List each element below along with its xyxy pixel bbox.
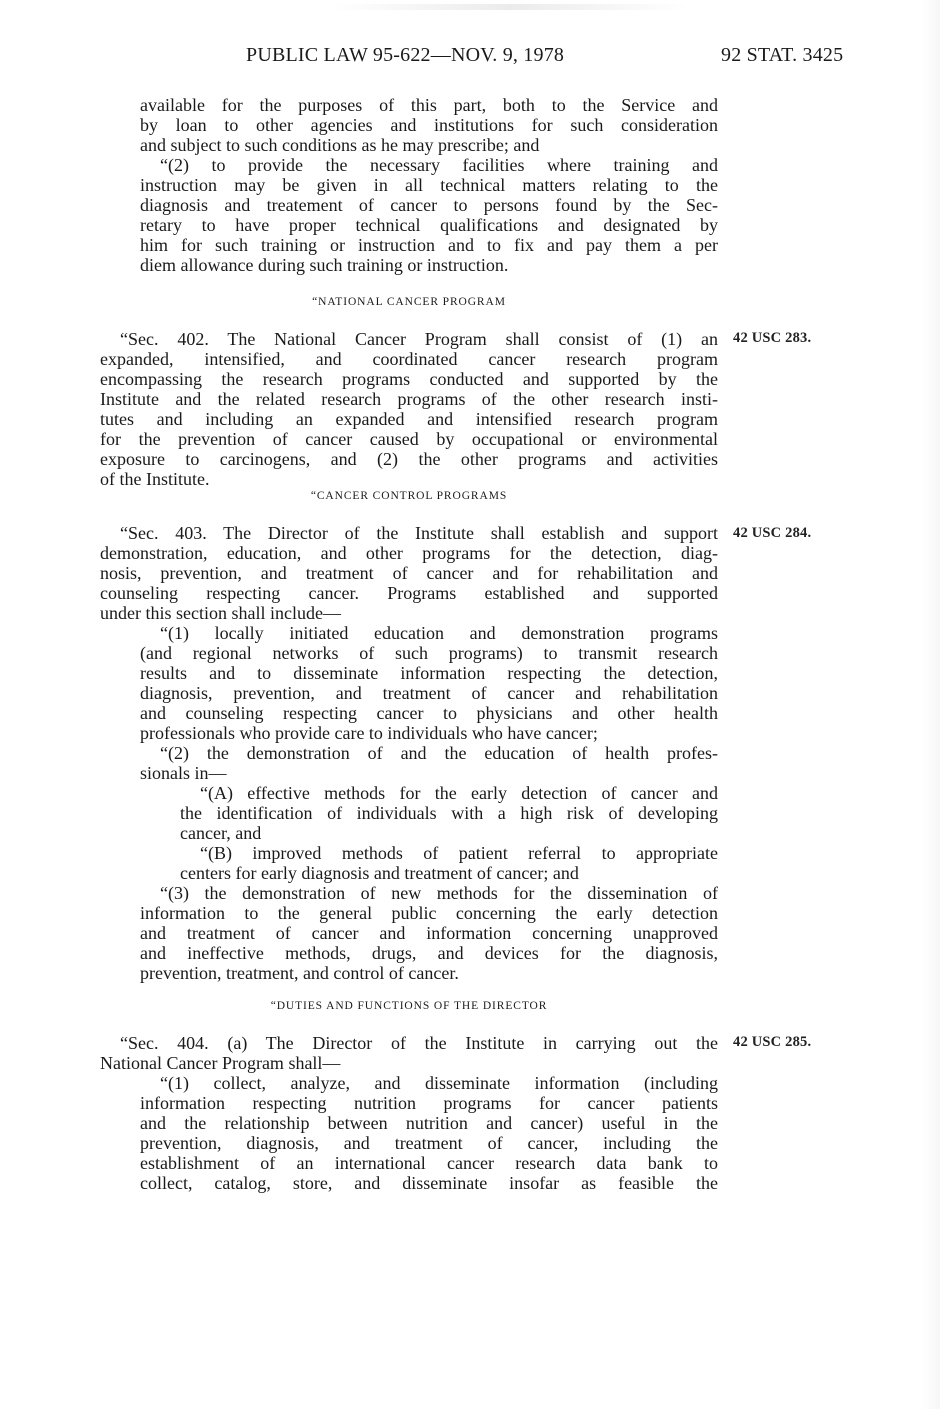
text-line: expanded, intensified, and coordinated cancer research program — [100, 349, 718, 369]
section-heading: “CANCER CONTROL PROGRAMS — [310, 490, 508, 502]
text-line: by loan to other agencies and institutions for such consideration — [140, 115, 718, 135]
text-line: “(1) locally initiated education and demonstration programs — [160, 623, 718, 643]
text-line: for the prevention of cancer caused by occupational or environmental — [100, 429, 718, 449]
text-line: tutes and including an expanded and intensified research program — [100, 409, 718, 429]
text-line: “(3) the demonstration of new methods for the dissemination of — [160, 883, 718, 903]
text-line: “(A) effective methods for the early detection of cancer and — [200, 783, 718, 803]
text-line: exposure to carcinogens, and (2) the other programs and activities — [100, 449, 718, 469]
text-line: establishment of an international cancer research data bank to — [140, 1153, 718, 1173]
text-line: available for the purposes of this part, both to the Service and — [140, 95, 718, 115]
text-line: information respecting nutrition programs for cancer patients — [140, 1093, 718, 1113]
margin-citation: 42 USC 285. — [733, 1034, 812, 1050]
section-404 — [100, 1033, 718, 1193]
text-line: diem allowance during such training or instruction. — [140, 255, 509, 275]
law-title: PUBLIC LAW 95-622—NOV. 9, 1978 — [246, 44, 565, 66]
text-line: and counseling respecting cancer to physicians and other health — [140, 703, 718, 723]
text-line: prevention, diagnosis, and treatment of cancer, including the — [140, 1133, 718, 1153]
text-line: the identification of individuals with a high risk of developing — [180, 803, 718, 823]
text-line: “Sec. 404. (a) The Director of the Institute in carrying out the — [120, 1033, 718, 1053]
text-line: under this section shall include— — [100, 603, 341, 623]
text-line: results and to disseminate information respecting the detection, — [140, 663, 718, 683]
text-line: and subject to such conditions as he may prescribe; and — [140, 135, 540, 155]
statute-citation: 92 STAT. 3425 — [721, 44, 844, 66]
text-line: sionals in— — [140, 763, 227, 783]
section-heading: “NATIONAL CANCER PROGRAM — [312, 296, 506, 308]
text-line: and ineffective methods, drugs, and devices for the diagnosis, — [140, 943, 718, 963]
page-header — [0, 44, 940, 74]
text-line: (and regional networks of such programs) to transmit research — [140, 643, 718, 663]
continued-paragraph — [100, 95, 718, 275]
text-line: “(B) improved methods of patient referral to appropriate — [200, 843, 718, 863]
text-line: and treatment of cancer and information concerning unapproved — [140, 923, 718, 943]
text-line: National Cancer Program shall— — [100, 1053, 341, 1073]
text-line: instruction may be given in all technical matters relating to the — [140, 175, 718, 195]
text-line: him for such training or instruction and to fix and pay them a per — [140, 235, 718, 255]
text-line: prevention, treatment, and control of cancer. — [140, 963, 459, 983]
text-line: encompassing the research programs conducted and supported by the — [100, 369, 718, 389]
text-line: “(2) to provide the necessary facilities where training and — [160, 155, 718, 175]
scan-shadow — [920, 0, 940, 1409]
text-line: collect, catalog, store, and disseminate insofar as feasible the — [140, 1173, 718, 1193]
text-line: information to the general public concerning the early detection — [140, 903, 718, 923]
section-heading: “DUTIES AND FUNCTIONS OF THE DIRECTOR — [270, 1000, 548, 1012]
margin-citation: 42 USC 283. — [733, 330, 812, 346]
text-line: of the Institute. — [100, 469, 210, 489]
text-line: cancer, and — [180, 823, 262, 843]
section-403 — [100, 523, 718, 983]
text-line: diagnosis and treatement of cancer to persons found by the Sec- — [140, 195, 718, 215]
section-402 — [100, 329, 718, 489]
text-line: “Sec. 403. The Director of the Institute shall establish and support — [120, 523, 718, 543]
text-line: professionals who provide care to individuals who have cancer; — [140, 723, 598, 743]
text-line: demonstration, education, and other programs for the detection, diag- — [100, 543, 718, 563]
text-line: centers for early diagnosis and treatment of cancer; and — [180, 863, 579, 883]
text-line: retary to have proper technical qualifications and designated by — [140, 215, 718, 235]
text-line: “(2) the demonstration of and the education of health profes- — [160, 743, 718, 763]
text-line: nosis, prevention, and treatment of cancer and for rehabilitation and — [100, 563, 718, 583]
scan-artifact — [330, 4, 690, 10]
text-line: counseling respecting cancer. Programs established and supported — [100, 583, 718, 603]
text-line: “(1) collect, analyze, and disseminate information (including — [160, 1073, 718, 1093]
text-line: diagnosis, prevention, and treatment of cancer and rehabilitation — [140, 683, 718, 703]
text-line: “Sec. 402. The National Cancer Program shall consist of (1) an — [120, 329, 718, 349]
text-line: and the relationship between nutrition and cancer) useful in the — [140, 1113, 718, 1133]
text-line: Institute and the related research programs of the other research insti- — [100, 389, 718, 409]
margin-citation: 42 USC 284. — [733, 525, 812, 541]
